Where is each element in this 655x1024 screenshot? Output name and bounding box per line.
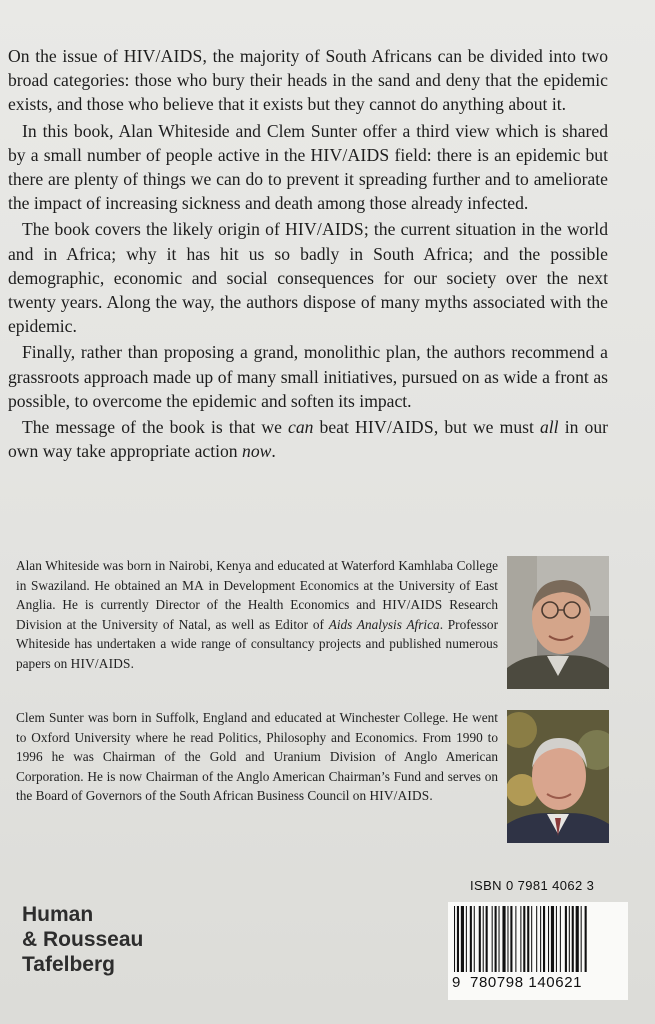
barcode-bar [565, 906, 567, 972]
barcode-bar [585, 906, 587, 972]
barcode-bar [520, 906, 521, 972]
barcode-bar [474, 906, 475, 972]
barcode-bar [479, 906, 481, 972]
barcode-bars [452, 906, 624, 972]
barcode-bar [461, 906, 464, 972]
barcode: 9 780798 140621 [448, 902, 628, 1000]
barcode-bar [572, 906, 574, 972]
barcode-bar [510, 906, 512, 972]
barcode-bar [486, 906, 488, 972]
author-bio-whiteside: Alan Whiteside was born in Nairobi, Kenya and educated at Waterford Kamhlaba College in Swaziland. He obtained an MA in Development Economics at the University of East Anglia. He is currently Director of the Health Economics and HIV/AIDS Research Division at the University of Natal, as well as Editor of Aids Analysis Africa. Professor Whiteside has undertaken a wide range of consultancy projects and published numerous papers on HIV/AIDS. [16, 558, 499, 671]
blurb-paragraph-5: The message of the book is that we can beat HIV/AIDS, but we must all in our own way take appropriate action now. [8, 417, 608, 462]
publisher-line-3: Tafelberg [22, 953, 115, 976]
barcode-bar [515, 906, 516, 972]
blurb-paragraph-2: In this book, Alan Whiteside and Clem Sunter offer a third view which is shared by a small number of people active in the HIV/AIDS field: there is an epidemic but there are plenty of things we can do to prevent it spreading further and to ameliorate the impact of increasing sickness and death among those already infected. [8, 120, 608, 214]
barcode-bar [492, 906, 493, 972]
barcode-bar [454, 906, 455, 972]
author-photo-whiteside [507, 556, 609, 689]
barcode-bar [576, 906, 579, 972]
barcode-bar [540, 906, 541, 972]
barcode-bar [560, 906, 561, 972]
barcode-bar [507, 906, 508, 972]
barcode-bar [523, 906, 525, 972]
barcode-bar [531, 906, 532, 972]
barcode-bar [483, 906, 484, 972]
barcode-bar [457, 906, 459, 972]
blurb-paragraph-3: The book covers the likely origin of HIV/AIDS; the current situation in the world and in Africa; why it has hit us so badly in South Africa; and the possible demographic, economic and social consequences for our society over the next twenty years. Along the way, the authors dispose of many myths associated with the epidemic. [8, 219, 608, 337]
barcode-bar [536, 906, 537, 972]
back-cover-blurb [8, 44, 608, 465]
blurb-paragraph-1: On the issue of HIV/AIDS, the majority of South Africans can be divided into two broad categories: those who bury their heads in the sand and deny that the epidemic exists, and those who believe that it exists but they cannot do anything about it. [8, 46, 608, 115]
barcode-bar [581, 906, 582, 972]
barcode-bar [470, 906, 472, 972]
barcode-bar [548, 906, 549, 972]
author-bio-sunter: Clem Sunter was born in Suffolk, England and educated at Winchester College. He went to Oxford University where he read Politics, Philosophy and Economics. From 1990 to 1996 he was Chairman of the Gold and Uranium Division of Anglo American Corporation. He is now Chairman of the Anglo American Chairman’s Fund and serves on the Board of Governors of the South African Business Council on HIV/AIDS. [16, 710, 498, 804]
barcode-bar [527, 906, 529, 972]
barcode-bar [551, 906, 554, 972]
publisher-line-1: Human [22, 903, 94, 926]
isbn-number: ISBN 0 7981 4062 3 [470, 878, 595, 893]
barcode-bar [556, 906, 557, 972]
author-photo-sunter [507, 710, 609, 843]
barcode-bar [499, 906, 500, 972]
barcode-bar [569, 906, 570, 972]
barcode-bar [495, 906, 497, 972]
barcode-bar [466, 906, 467, 972]
barcode-bar [502, 906, 505, 972]
publisher-logo [22, 902, 143, 977]
publisher-line-2: & Rousseau [22, 928, 144, 951]
blurb-paragraph-4: Finally, rather than proposing a grand, monolithic plan, the authors recommend a grassroots approach made up of many small initiatives, pursued on as wide a front as possible, to overcome the epidemic and soften its impact. [8, 342, 608, 411]
barcode-bar [543, 906, 545, 972]
